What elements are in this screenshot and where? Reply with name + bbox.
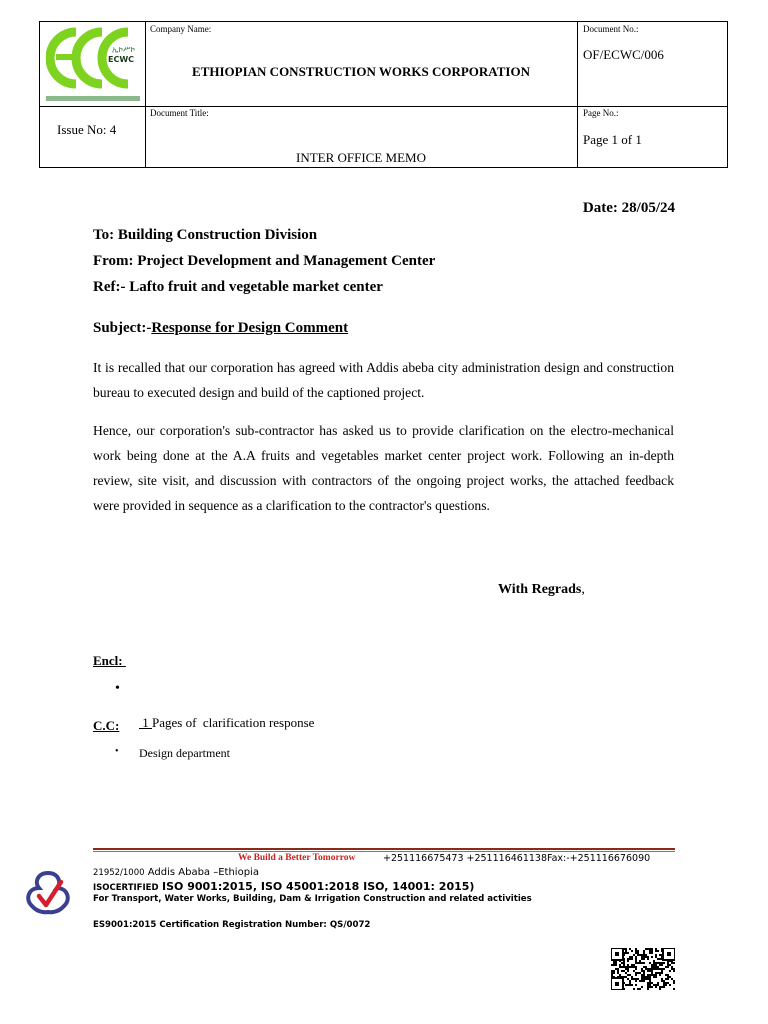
footer-address-line xyxy=(93,867,259,878)
issue-no: Issue No: 4 xyxy=(57,122,117,137)
memo-paragraph-1: It is recalled that our corporation has agreed with Addis abeba city administration design and construction bureau to executed design and build of the captioned project. xyxy=(93,360,674,400)
footer-phones-line xyxy=(383,853,650,864)
footer-pobox: 21952/1000 xyxy=(93,868,145,878)
header-divider xyxy=(145,106,728,107)
footer-rule xyxy=(93,851,675,852)
qr-code xyxy=(611,948,675,990)
logo-tagline-strip xyxy=(46,96,140,101)
ecc-logo-graphic xyxy=(46,24,140,94)
footer-iso-line xyxy=(93,880,474,893)
bullet: • xyxy=(115,746,119,757)
document-no: OF/ECWC/006 xyxy=(583,47,664,62)
document-title: INTER OFFICE MEMO xyxy=(295,150,426,165)
memo-to: To: Building Construction Division xyxy=(93,227,318,243)
enclosure-count: 1 xyxy=(139,715,152,730)
header-divider xyxy=(577,22,578,167)
memo-from: From: Project Development and Management Center xyxy=(93,253,436,269)
closing xyxy=(498,582,585,598)
memo-ref: Ref:- Lafto fruit and vegetable market center xyxy=(93,279,383,295)
iso-prefix: ISOCERTIFIED xyxy=(93,883,159,893)
document-no-label: Document No.: xyxy=(583,24,639,34)
company-name: ETHIOPIAN CONSTRUCTION WORKS CORPORATION xyxy=(192,64,530,79)
closing-text: With Regrads xyxy=(498,582,582,597)
document-header-table xyxy=(39,21,728,168)
footer-slogan: We Build a Better Tomorrow xyxy=(238,853,356,863)
page-no: Page 1 of 1 xyxy=(583,132,642,147)
certification-logo-graphic xyxy=(24,868,72,920)
qr-code-graphic xyxy=(611,948,675,990)
footer-activities: For Transport, Water Works, Building, Dam & Irrigation Construction and related activities xyxy=(93,894,532,904)
memo-date: Date: 28/05/24 xyxy=(582,200,675,216)
subject-label: Subject:- xyxy=(93,320,152,336)
enclosure-text: Pages of clarification response xyxy=(152,715,315,730)
company-name-label: Company Name: xyxy=(150,24,212,34)
company-logo xyxy=(46,24,140,102)
cc-label: C.C: xyxy=(93,718,120,733)
certification-logo xyxy=(24,868,72,920)
footer-registration: ES9001:2015 Certification Registration Number: QS/0072 xyxy=(93,920,371,930)
closing-comma: , xyxy=(581,582,585,597)
bullet: • xyxy=(115,681,120,696)
enclosure-label: Encl: xyxy=(93,653,126,668)
header-divider xyxy=(145,22,146,167)
subject-text: Response for Design Comment xyxy=(151,320,349,336)
footer-address: Addis Ababa –Ethiopia xyxy=(147,867,259,878)
page-no-label: Page No.: xyxy=(583,108,619,118)
memo-subject xyxy=(93,320,348,337)
footer-iso: ISO 9001:2015, ISO 45001:2018 ISO, 14001: 2015) xyxy=(162,880,475,893)
header-divider xyxy=(40,106,145,107)
logo-sub: ECWC xyxy=(108,55,135,64)
footer-rule xyxy=(93,848,675,850)
memo-paragraph-2: Hence, our corporation's sub-contractor has asked us to provide clarification on the electro-mechanical work being done at the A.A fruits and vegetables market center project work. Following an in-depth review, site visit, and discussion with contractors of the ongoing project works, the attached feedback were provided in sequence as a clarification to the contractor's questions. xyxy=(93,423,674,513)
logo-amharic: ኢኮሥኮ xyxy=(112,45,136,54)
cc-item-text: Design department xyxy=(139,746,230,760)
enclosure-item-content xyxy=(139,715,314,731)
document-title-label: Document Title: xyxy=(150,108,209,118)
footer-phones: +251116675473 +251116461138Fax:-+251116676090 xyxy=(383,853,651,864)
